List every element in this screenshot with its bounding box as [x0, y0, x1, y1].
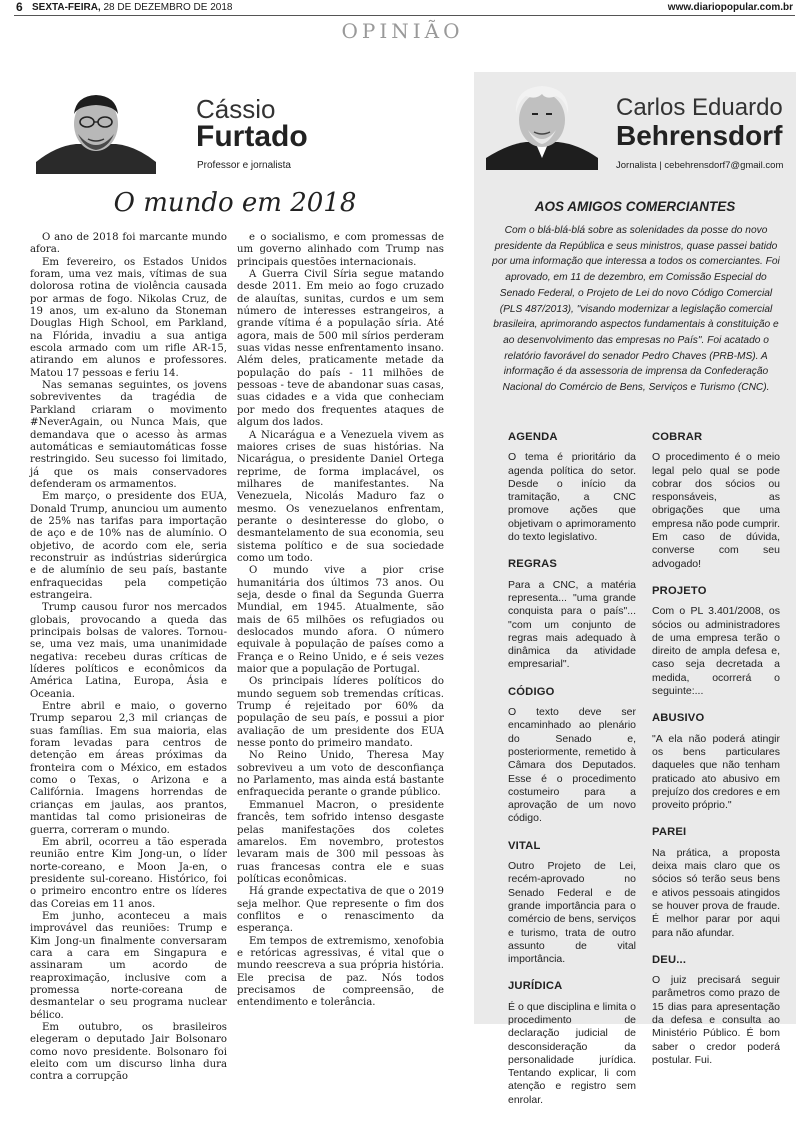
sidebar-heading: CÓDIGO	[508, 685, 555, 698]
sidebar-text: Na prática, a proposta deixa mais claro que os sócios só terão seus bens e ativos pessoais atingidos se houver prova de fraude. É melhor parar por aqui para não afundar.	[652, 846, 780, 939]
author-photo-right	[486, 78, 598, 170]
page-number: 6	[16, 0, 23, 14]
sidebar-heading: COBRAR	[652, 431, 703, 443]
sidebar-column-right	[652, 431, 780, 1081]
page-date	[32, 1, 232, 15]
article-paragraph: No Reino Unido, Theresa May sobreviveu a um voto de desconfiança no Parlamento, mas ainda está bastante enfraquecida perante o grande público.	[237, 750, 444, 799]
article-paragraph: Em fevereiro, os Estados Unidos foram, uma vez mais, vítimas de sua dolorosa rotina de violência causada por armas de fogo. Nikolas Cruz, de 19 anos, um ex-aluno da Stoneman Douglas High School, em Parkland, na Flórida, invadiu a sua antiga escola armado com um rifle AR-15, atirando em alunos e professores. Matou 17 pessoas e feriu 14.	[30, 256, 227, 379]
sidebar-heading: ABUSIVO	[652, 712, 705, 725]
article-paragraph: e o socialismo, e com promessas de um governo alinhado com Trump nas principais questões internacionais.	[237, 232, 444, 268]
author-last-name-right: Behrensdorf	[616, 120, 783, 151]
sidebar-text: O juiz precisará seguir parâmetros como prazo de 15 dias para apresentação da defesa e consulta ao Ministério Público. É bom saber o credor poderá postular. Fui.	[652, 974, 780, 1066]
section-title: OPINIÃO	[341, 19, 464, 43]
sidebar-text: Com o PL 3.401/2008, os sócios ou administradores de uma empresa terão o direito de ampla defesa e, caso seja decretada a medida, ocorrerá o seguinte:...	[652, 605, 780, 698]
author-last-name-left: Furtado	[196, 120, 308, 153]
sidebar-text: Outro Projeto de Lei, recém-aprovado no Senado Federal e de grande importância para o comércio de bens, serviços e turismo, trata de outro assunto de vital importância.	[508, 860, 636, 966]
article-paragraph: Entre abril e maio, o governo Trump separou 2,3 mil crianças de suas famílias. Em sua maioria, elas foram levadas para centros de detenção em áreas próximas da fronteira com o México, em estados como o Texas, o Arizona e a Califórnia. Imagens horrendas de crianças em jaulas, aos prantos, mantidas tal como prisioneiras de guerra, correram o mundo.	[30, 701, 227, 836]
article-column-2	[237, 232, 444, 1010]
article-paragraph: A Guerra Civil Síria segue matando desde 2011. Em meio ao fogo cruzado de alauítas, sunitas, curdos e um sem número de interesses estrangeiros, a grande vítima é a população síria. Até agora, mais de 500 mil sírios perderam suas vidas nesse enfrentamento insano. Além deles, praticamente metade da população do país - 11 milhões de pessoas - teve de abandonar suas casas, suas cidades e a vida que conheciam por medo dos frequentes ataques de algum dos lados.	[237, 269, 444, 429]
article-paragraph: Em tempos de extremismo, xenofobia e retóricas agressivas, é vital que o mundo reescreva a sua própria história. Ele precisa de paz. Nós todos precisamos de compreensão, de entendimento e tolerância.	[237, 935, 444, 1009]
sidebar-heading: PROJETO	[652, 584, 707, 597]
sidebar-text: O tema é prioritário da agenda política do setor. Desde o início da tramitação, a CNC promove ações que objetivam o aprimoramento do texto legislativo.	[508, 451, 636, 544]
article-title: O mundo em 2018	[113, 188, 357, 218]
sidebar-text: É o que disciplina e limita o procedimento de declaração judicial de desconsideração da personalidade jurídica. Tentando explicar, li com atenção e registro sem enrolar.	[508, 1000, 636, 1106]
article-paragraph: Emmanuel Macron, o presidente francês, tem sofrido intenso desgaste pelas manifestações dos coletes amarelos. Em novembro, protestos levaram mais de 300 mil pessoas às ruas francesas contra ele e suas políticas econômicas.	[237, 799, 444, 885]
article-paragraph: Há grande expectativa de que o 2019 seja melhor. Que represente o fim dos conflitos e o renascimento da esperança.	[237, 886, 444, 935]
sidebar-heading: DEU...	[652, 953, 687, 966]
author-photo-left	[36, 84, 156, 174]
page-date-text: 28 DE DEZEMBRO DE 2018	[103, 2, 233, 13]
sidebar-heading: PAREI	[652, 826, 687, 839]
article-paragraph: Em março, o presidente dos EUA, Donald Trump, anunciou um aumento de 25% nas tarifas para importação de aço e de 10% nas de alumínio. O objetivo, de acordo com ele, seria reconstruir as indústrias siderúrgica e de alumínio de seu país, bastante enfraquecidas pela competição estrangeira.	[30, 491, 227, 601]
sidebar-column-left	[508, 431, 636, 1121]
article-column-1	[30, 232, 227, 1084]
article-paragraph: Em junho, aconteceu a mais improvável das reuniões: Trump e Kim Jong-un finalmente conversaram cara a cara em Singapura e assinaram um acordo de reaproximação, inclusive com a promessa norte-coreana de desmantelar o seu programa nuclear bélico.	[30, 910, 227, 1021]
article-paragraph: O ano de 2018 foi marcante mundo afora.	[30, 232, 227, 256]
page-header	[14, 0, 795, 16]
page-weekday: SEXTA-FEIRA,	[32, 2, 101, 13]
article-paragraph: Os principais líderes políticos do mundo seguem sob tremendas críticas. Trump é rejeitado por 60% da população de seu país, e possui a pior avaliação de um presidente dos EUA nesse ponto do primeiro mandato.	[237, 676, 444, 750]
sidebar-heading: REGRAS	[508, 558, 558, 571]
sidebar-heading: VITAL	[508, 839, 541, 852]
article-paragraph: Em abril, ocorreu a tão esperada reunião entre Kim Jong-un, o líder norte-coreano, e Moon Ja-en, o presidente sul-coreano. Histórico, foi o primeiro encontro entre os líderes das Coreias em 11 anos.	[30, 836, 227, 910]
article-paragraph: Trump causou furor nos mercados globais, provocando a queda das principais bolsas de valores. Tornou-se, uma vez mais, uma unanimidade negativa: recebeu duras críticas de líderes políticos e econômicos da América Latina, Europa, Ásia e Oceania.	[30, 602, 227, 700]
sidebar-text: O procedimento é o meio legal pelo qual se pode cobrar dos sócios ou responsáveis, as obrigações que uma empresa não pode cumprir. Em caso de dúvida, converse com seu advogado!	[652, 451, 780, 570]
article-paragraph: Nas semanas seguintes, os jovens sobreviventes da tragédia de Parkland criaram o movimento #NeverAgain, ou Nunca Mais, que demandava que o acesso às armas automáticas e semiautomáticas fosse restringido. Seu sucesso foi limitado, já que os mais conservadores defenderam os armamentos.	[30, 380, 227, 490]
sidebar-text: "A ela não poderá atingir os bens particulares daqueles que não tenham praticado ato abusivo em prejuízo dos credores e em proveito próprio."	[652, 732, 780, 812]
site-url[interactable]: www.diariopopular.com.br	[667, 2, 793, 13]
sidebar-heading: JURÍDICA	[508, 980, 563, 993]
author-first-name-right: Carlos Eduardo	[616, 94, 783, 121]
author-first-name-left: Cássio	[196, 94, 276, 124]
sidebar-title: AOS AMIGOS COMERCIANTES	[534, 199, 736, 214]
sidebar-text: Para a CNC, a matéria representa... "uma grande conquista para o país"... "com um conjunto de regras mais adequado à dinâmica da atividade empresarial".	[508, 578, 636, 671]
sidebar-text: O texto deve ser encaminhado ao plenário do Senado e, posteriormente, remetido à Câmara dos Deputados. Esse é o procedimento costumeiro para a aprovação de um novo código.	[508, 706, 636, 825]
sidebar-heading: AGENDA	[508, 431, 558, 443]
article-paragraph: A Nicarágua e a Venezuela vivem as maiores crises de suas histórias. Na Nicarágua, o presidente Daniel Ortega reprime, de forma implacável, os milhares de manifestantes. Na Venezuela, Nicolás Maduro faz o mesmo. Os venezuelanos enfrentam, perante o desinteresse do globo, o desmantelamento de sua economia, seu sistema político e de sua sociedade como um todo.	[237, 429, 444, 564]
author-role-right: Jornalista | cebehrensdorf7@gmail.com	[616, 160, 784, 171]
article-paragraph: Em outubro, os brasileiros elegeram o deputado Jair Bolsonaro como novo presidente. Bolsonaro foi eleito com um discurso linha dura contra a corrupção	[30, 1022, 227, 1083]
sidebar-intro: Com o blá-blá-blá sobre as solenidades da posse do novo presidente da República e seus ministros, quase passei batido por uma informação que interessa a todos os comerciantes. Foi aprovado, em 11 de dezembro, em Comissão Especial do Senado Federal, o Projeto de Lei do novo Código Comercial (PLS 487/2013), "visando modernizar a legislação comercial brasileira, aprimorando aspectos fundamentais à constituição e ao desenvolvimento das empresas no País". Foi acatado o relatório favorável do senador Pedro Chaves (PRB-MS). A informação é da assessoria de imprensa da Confederação Nacional do Comércio de Bens, Serviços e Turismo (CNC).	[492, 225, 780, 394]
author-role-left: Professor e jornalista	[197, 160, 291, 171]
article-paragraph: O mundo vive a pior crise humanitária dos últimos 73 anos. Ou seja, desde o final da Segunda Guerra Mundial, em 1945. Atualmente, são mais de 65 milhões os refugiados ou deslocados mundo afora. O número equivale à população de países como a França e o Reino Unido, e é seis vezes maior que a população de Portugal.	[237, 565, 444, 676]
